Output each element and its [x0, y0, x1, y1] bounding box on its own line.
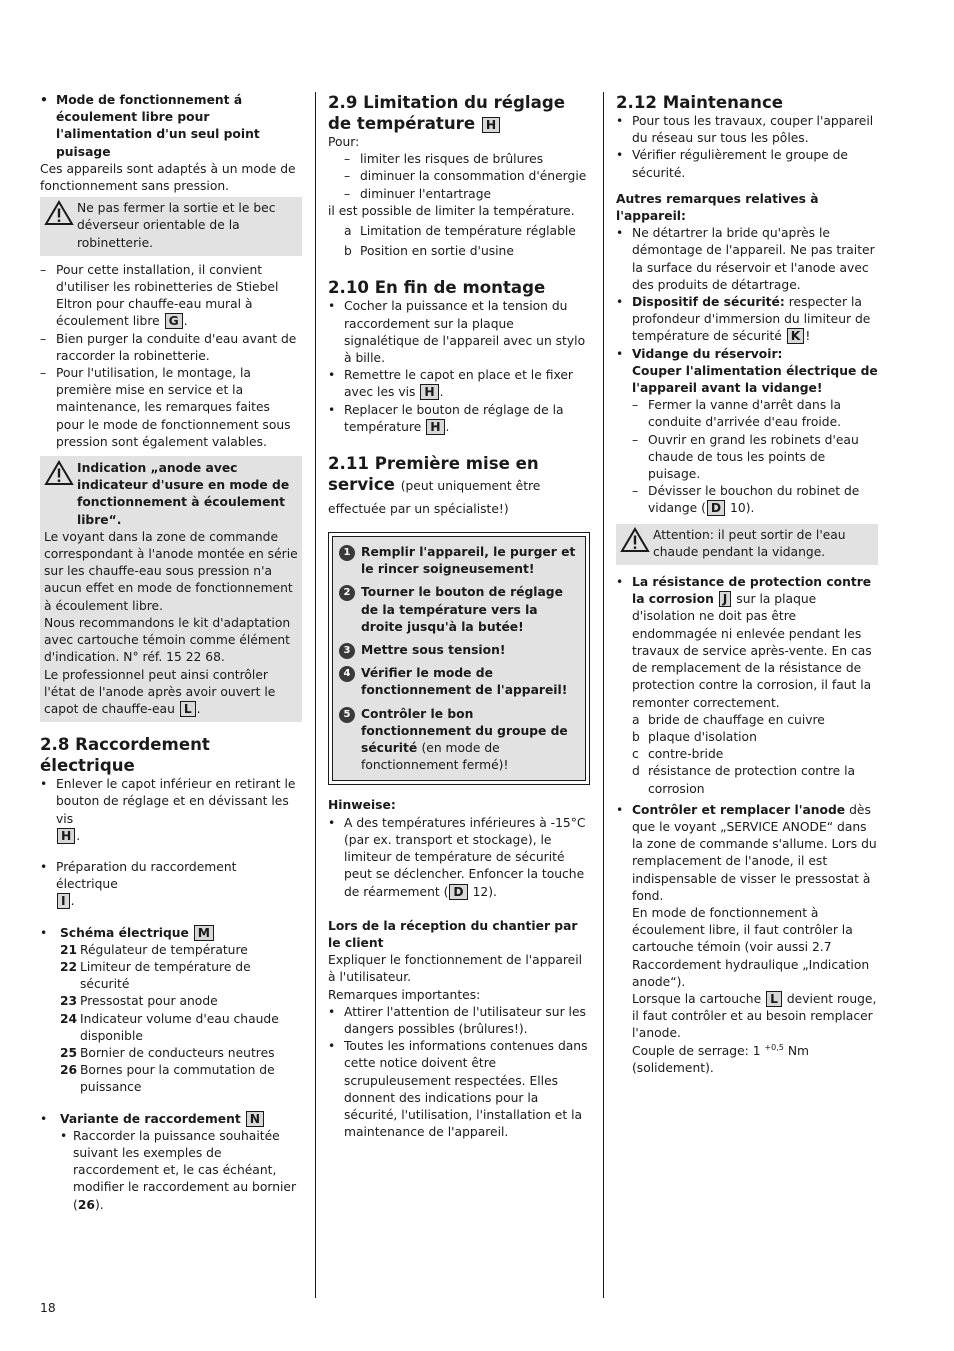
autres-heading: Autres remarques relatives à l'appareil:	[616, 191, 819, 224]
option-row: a Limitation de température réglable	[344, 224, 576, 239]
step-number-icon: 1	[339, 545, 355, 561]
column-right	[616, 92, 878, 1077]
figure-ref-tag: M	[194, 925, 214, 941]
step-item: 4 Vérifier le mode de fonctionnement de l'appareil!	[339, 665, 581, 699]
figure-ref-tag: N	[246, 1111, 264, 1127]
list-item: • Enlever le capot inférieur en retirant le bouton de réglage et en dévissant les vis H .	[40, 776, 302, 845]
legend-row: 26 Bornes pour la commutation de puissance	[60, 1063, 275, 1095]
figure-ref-tag: K	[787, 328, 805, 344]
warning-text: Ne pas fermer la sortie et le bec déverseur orientable de la robinetterie.	[77, 201, 276, 250]
list-item: • Remettre le capot en place et le fixer avec les vis H .	[328, 367, 590, 401]
legend-row: a bride de chauffage en cuivre	[632, 712, 825, 727]
step-number-icon: 4	[339, 666, 355, 682]
list-item: • Dispositif de sécurité: respecter la profondeur d'immersion du limiteur de température de sécurité K !	[616, 294, 878, 346]
legend-row: c contre-bride	[632, 747, 724, 762]
option-row: b Position en sortie d'usine	[344, 244, 514, 259]
legend-row: d résistance de protection contre la corrosion	[632, 764, 856, 796]
list-item: • Vérifier régulièrement le groupe de sécurité.	[616, 147, 878, 181]
step-number-icon: 3	[339, 643, 355, 659]
list-item: • Replacer le bouton de réglage de la température H .	[328, 402, 590, 436]
column-left	[40, 92, 302, 1214]
step-item: 3 Mettre sous tension!	[339, 642, 581, 659]
list-item: – Ouvrir en grand les robinets d'eau chaude de tous les points de puisage.	[632, 432, 878, 484]
warning-paragraph: Nous recommandons le kit d'adaptation avec cartouche témoin comme élément d'indication. N° réf. 15 22 68.	[44, 615, 291, 665]
legend-row: 25 Bornier de conducteurs neutres	[60, 1045, 275, 1060]
warning-box-vidange	[616, 524, 878, 565]
list-item: – Pour l'utilisation, le montage, la première mise en service et la maintenance, les remarques faites pour le mode de fonctionnement sous pression sont également valables.	[40, 365, 302, 451]
warning-title: Indication „anode avec indicateur d'usure en mode de fonctionnement à écoulement libre“.	[77, 461, 290, 527]
section-free-flow-title: • Mode de fonctionnement á écoulement libre pour l'alimentation d'un seul point puisage	[40, 92, 302, 161]
page-number: 18	[40, 1301, 56, 1315]
schema-electrique: • Schéma électrique M 21 Régulateur de température 22 Limiteur de température de sécurité 23 Pressostat pour anode 24 Indicateur volume d'eau chaude disponible 25 Bornier de conducteurs neutres 26 Bornes pour la commutation de puissance	[40, 925, 302, 1097]
list-item: – Fermer la vanne d'arrêt dans la conduite d'arrivée d'eau froide.	[632, 397, 878, 431]
hinweise-heading: Hinweise:	[328, 798, 396, 813]
list-item-anode: • Contrôler et remplacer l'anode dès que le voyant „SERVICE ANODE“ dans la zone de commande s'allume. Lors du remplacement de l'anode, il est indispensable de visser le pressostat à fond. En mode de fonctionnement à écoulement libre, il faut contrôler la cartouche témoin (voir aussi 2.7 Raccordement hydraulique „Indication anode“). Lorsque la cartouche L devient rouge, il faut contrôler et au besoin remplacer l'anode. Couple de serrage: 1 $^{+0,5}$ Nm (solidement).	[616, 802, 878, 1077]
figure-ref-tag: H	[426, 419, 444, 435]
figure-ref-tag: L	[766, 991, 782, 1007]
warning-paragraph: Le professionnel peut ainsi contrôler l'état de l'anode après avoir ouvert le capot de chauffe-eau L .	[44, 667, 276, 716]
list-item: • Raccorder la puissance souhaitée suivant les exemples de raccordement et, le cas échéant, modifier le raccordement au bornier (26).	[60, 1128, 302, 1214]
list-item: • A des températures inférieures à -15°C (par ex. transport et stockage), le limiteur de température de sécurité peut se déclencher. Enfoncer la touche de réarmement ( D 12).	[328, 815, 590, 901]
step-item: 5 Contrôler le bon fonctionnement du groupe de sécurité (en mode de fonctionnement fermé)!	[339, 706, 581, 775]
figure-ref-tag: D	[449, 884, 467, 900]
warning-box-anode	[40, 456, 302, 722]
legend-row: b plaque d'isolation	[632, 729, 757, 744]
figure-ref-tag: D	[707, 500, 725, 516]
section-heading-2-8: 2.8 Raccordement électrique	[40, 735, 210, 776]
figure-ref-tag: I	[57, 893, 70, 909]
schema-legend	[60, 942, 302, 1097]
commissioning-steps-box	[328, 532, 590, 785]
list-item: • Pour tous les travaux, couper l'appareil du réseau sur tous les pôles.	[616, 113, 878, 147]
list-item-resistance: • La résistance de protection contre la corrosion J sur la plaque d'isolation ne doit pas être endommagée ni enlevée pendant les travaux de service après-vente. En cas de remplacement de la résistance de protection contre la corrosion, il faut la remonter correctement. a bride de chauffage en cuivre b plaque d'isolation c contre-bride d résistance de protection contre la corrosion	[616, 574, 878, 798]
chantier-text: Expliquer le fonctionnement de l'appareil à l'utilisateur.	[328, 953, 583, 985]
figure-ref-tag: H	[420, 384, 438, 400]
figure-ref-tag: G	[165, 313, 183, 329]
warning-icon	[620, 527, 650, 553]
section-heading-2-12: 2.12 Maintenance	[616, 93, 784, 112]
section-heading-2-9: 2.9 Limitation du réglage de température H	[328, 93, 565, 133]
figure-ref-tag: J	[719, 591, 732, 607]
section-heading-2-11: 2.11 Première mise en service (peut uniquement être effectuée par un spécialiste!)	[328, 454, 541, 517]
list-item: • Toutes les informations contenues dans cette notice doivent être scrupuleusement respectées. Elles donnent des indications pour la sécurité, l'utilisation, l'installation et la maintenance de l'appareil.	[328, 1038, 590, 1141]
free-flow-text: Ces appareils sont adaptés à un mode de fonctionnement sans pression.	[40, 161, 296, 194]
step-number-icon: 2	[339, 585, 355, 601]
variante-raccordement: • Variante de raccordement N • Raccorder la puissance souhaitée suivant les exemples de raccordement et, le cas échéant, modifier le raccordement au bornier (26).	[40, 1111, 302, 1214]
column-middle	[328, 92, 590, 1141]
column-divider-left	[315, 92, 316, 1298]
warning-paragraph: Le voyant dans la zone de commande correspondant à l'anode montée en série sur les chauffe-eau sous pression n'a aucun effet en mode de fonctionnement à écoulement libre.	[44, 529, 298, 613]
list-item: – Pour cette installation, il convient d'utiliser les robinetteries de Stiebel Eltron pour chauffe-eau mural à écoulement libre G .	[40, 262, 302, 331]
pour-label: Pour:	[328, 135, 360, 149]
legend-row: 22 Limiteur de température de sécurité	[60, 959, 251, 992]
remarques-label: Remarques importantes:	[328, 987, 481, 1002]
list-item: – diminuer l'entartrage	[344, 186, 590, 203]
list-item: • Ne détartrer la bride qu'après le démontage de l'appareil. Ne pas traiter la surface du réservoir et l'anode avec des produits de détartrage.	[616, 225, 878, 294]
list-item: • Préparation du raccordement électrique I .	[40, 859, 302, 911]
legend-row: 21 Régulateur de température	[60, 942, 248, 957]
warning-text: Attention: il peut sortir de l'eau chaude pendant la vidange.	[653, 527, 846, 559]
step-number-icon: 5	[339, 707, 355, 723]
list-item-vidange: • Vidange du réservoir: Couper l'alimentation électrique de l'appareil avant la vidange! – Fermer la vanne d'arrêt dans la conduite d'arrivée d'eau froide. – Ouvrir en grand les robinets d'eau chaude de tous les points de puisage. – Dévisser le bouchon du robinet de vidange ( D 10).	[616, 346, 878, 518]
figure-ref-tag: L	[180, 701, 196, 717]
list-item: – Bien purger la conduite d'eau avant de raccorder la robinetterie.	[40, 331, 302, 365]
step-item: 2 Tourner le bouton de réglage de la température vers la droite jusqu'à la butée!	[339, 584, 581, 636]
legend-row: 23 Pressostat pour anode	[60, 994, 218, 1009]
list-item: • Cocher la puissance et la tension du raccordement sur la plaque signalétique de l'appareil avec un stylo à bille.	[328, 298, 590, 367]
warning-box-robinetterie	[40, 197, 302, 256]
list-item: • Attirer l'attention de l'utilisateur sur les dangers possibles (brûlures!).	[328, 1004, 590, 1038]
chantier-heading: Lors de la réception du chantier par le client	[328, 918, 578, 950]
warning-icon	[44, 460, 74, 486]
figure-ref-tag: H	[482, 117, 500, 133]
list-item: – limiter les risques de brûlures	[344, 151, 590, 168]
possible-text: il est possible de limiter la température.	[328, 203, 575, 218]
list-item: – Dévisser le bouchon du robinet de vidange ( D 10).	[632, 483, 878, 517]
legend-row: 24 Indicateur volume d'eau chaude disponible	[60, 1011, 279, 1043]
couple-serrage: Couple de serrage: 1 $^{+0,5}$ Nm (solidement).	[632, 1042, 809, 1075]
section-heading-2-10: 2.10 En fin de montage	[328, 278, 546, 298]
column-divider-right	[603, 92, 604, 1298]
list-item: – diminuer la consommation d'énergie	[344, 168, 590, 185]
figure-ref-tag: H	[57, 828, 75, 844]
step-item: 1 Remplir l'appareil, le purger et le rincer soigneusement!	[339, 544, 581, 578]
warning-icon	[44, 200, 74, 226]
